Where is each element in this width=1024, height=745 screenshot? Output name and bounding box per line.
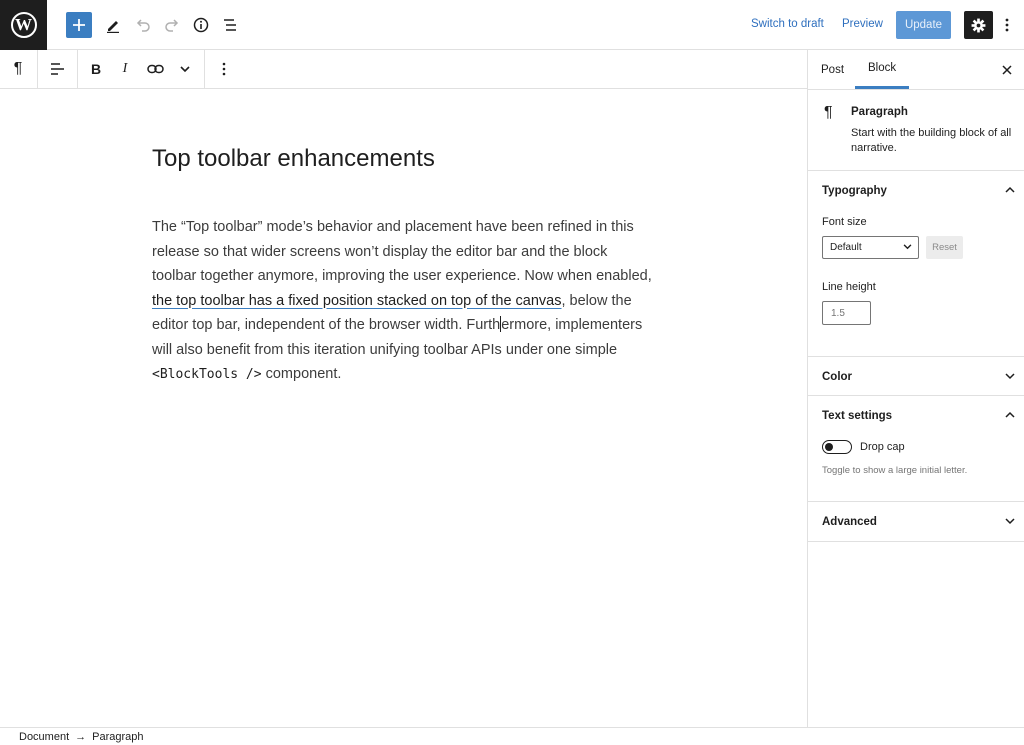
typography-panel-toggle[interactable]: [808, 171, 1024, 210]
breadcrumb-paragraph[interactable]: Paragraph: [92, 730, 144, 743]
tab-block[interactable]: Block: [855, 50, 909, 89]
bold-icon: B: [90, 61, 102, 77]
chevron-down-icon: [180, 66, 190, 73]
wordpress-logo-icon: W: [11, 12, 37, 38]
update-button[interactable]: Update: [896, 11, 951, 39]
text-settings-panel-toggle[interactable]: [808, 396, 1024, 435]
paragraph-icon: ¶: [824, 104, 833, 121]
drop-cap-toggle[interactable]: [822, 440, 852, 454]
drop-cap-label: Drop cap: [860, 441, 905, 453]
italic-button[interactable]: [113, 50, 137, 88]
editor-header: [0, 0, 1024, 50]
pencil-icon: [105, 17, 121, 33]
document-overview-button[interactable]: [214, 9, 246, 41]
add-block-button[interactable]: [66, 12, 92, 38]
advanced-panel: [808, 502, 1024, 542]
paragraph-text: , below the editor top bar, independent of the browser width. Furth: [152, 292, 632, 333]
font-size-value: Default: [830, 242, 862, 253]
inline-code: <BlockTools />: [152, 367, 262, 382]
sidebar-tabs: [808, 50, 1024, 90]
panel-title: Advanced: [822, 515, 877, 528]
paragraph-text: ermore, implementers will also benefit from this iteration unifying toolbar APIs under one simple: [152, 317, 643, 358]
line-height-input[interactable]: 1.5: [822, 301, 871, 325]
text-settings-panel: [808, 396, 1024, 502]
more-vertical-icon: [1005, 18, 1009, 32]
plus-icon: [72, 18, 86, 32]
line-height-label: Line height: [822, 281, 876, 293]
tab-post[interactable]: Post: [808, 50, 857, 89]
panel-title: Text settings: [822, 409, 893, 422]
color-panel-toggle[interactable]: [808, 357, 1024, 396]
block-options-button[interactable]: [212, 50, 236, 88]
toolbar-divider: [77, 50, 78, 88]
paragraph-text: The “Top toolbar” mode’s behavior and placement have been refined in this release so that wider screens won’t display the editor bar and the block toolbar together anymore, improving the user experience. Now when enabled,: [152, 219, 652, 284]
paragraph-block[interactable]: [152, 215, 652, 388]
paragraph-text: component.: [261, 366, 342, 382]
block-type-button[interactable]: [0, 50, 36, 88]
block-toolbar: [0, 50, 808, 89]
panel-title: Color: [822, 370, 853, 383]
block-breadcrumb: [0, 727, 1024, 745]
close-sidebar-button[interactable]: [996, 59, 1018, 81]
chevron-down-icon: [1004, 370, 1016, 382]
redo-button[interactable]: [156, 9, 188, 41]
more-formatting-button[interactable]: [173, 50, 197, 88]
chevron-up-icon: [1004, 409, 1016, 421]
paragraph-icon: ¶: [13, 60, 23, 77]
align-left-icon: [49, 62, 65, 76]
drop-cap-help: Toggle to show a large initial letter.: [822, 465, 968, 476]
toolbar-divider: [204, 50, 205, 88]
more-vertical-icon: [222, 62, 226, 76]
italic-icon: I: [122, 61, 128, 76]
chevron-down-icon: [903, 244, 912, 250]
font-size-label: Font size: [822, 216, 867, 228]
block-card-description: Start with the building block of all narrative.: [851, 127, 1012, 154]
details-button[interactable]: [185, 9, 217, 41]
settings-sidebar: [807, 50, 1024, 727]
color-panel: [808, 357, 1024, 396]
gear-icon: [971, 18, 986, 33]
advanced-panel-toggle[interactable]: [808, 502, 1024, 541]
link-icon: [147, 63, 164, 75]
chevron-down-icon: [1004, 515, 1016, 527]
chevron-up-icon: [1004, 184, 1016, 196]
switch-to-draft-link[interactable]: Switch to draft: [751, 18, 824, 30]
reset-font-size-button[interactable]: Reset: [926, 236, 963, 259]
post-title[interactable]: Top toolbar enhancements: [152, 145, 435, 172]
panel-title: Typography: [822, 184, 887, 197]
editor-canvas: [0, 89, 808, 727]
arrow-right-icon: →: [75, 730, 87, 743]
redo-icon: [164, 17, 180, 33]
align-button[interactable]: [38, 50, 76, 88]
typography-panel: [808, 171, 1024, 357]
undo-icon: [135, 17, 151, 33]
toggle-knob: [825, 443, 833, 451]
close-icon: [1002, 65, 1012, 75]
paragraph-link[interactable]: the top toolbar has a fixed position stacked on top of the canvas: [152, 292, 562, 309]
breadcrumb-document[interactable]: Document: [19, 730, 70, 743]
info-icon: [193, 17, 209, 33]
tools-button[interactable]: [97, 9, 129, 41]
link-button[interactable]: [142, 50, 168, 88]
settings-button[interactable]: [964, 11, 993, 39]
wordpress-logo-button[interactable]: [0, 0, 47, 50]
bold-button[interactable]: [84, 50, 108, 88]
block-card-title: Paragraph: [851, 106, 908, 118]
block-card: [808, 90, 1024, 171]
list-view-icon: [222, 17, 238, 33]
font-size-select[interactable]: [822, 236, 919, 259]
undo-button[interactable]: [127, 9, 159, 41]
options-button[interactable]: [995, 9, 1019, 41]
preview-link[interactable]: Preview: [842, 18, 883, 30]
